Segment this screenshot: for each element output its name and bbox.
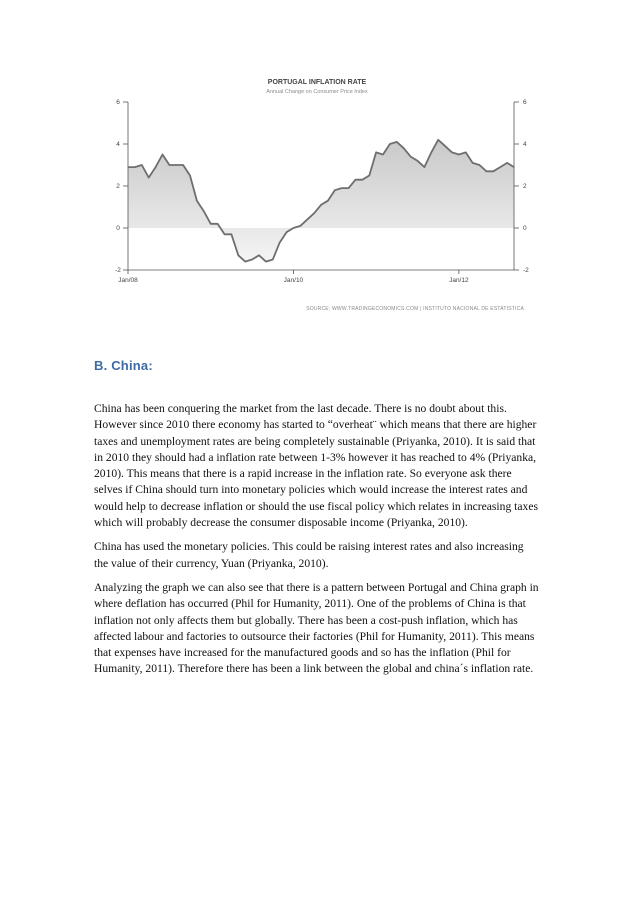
data-point	[500, 167, 501, 168]
data-point	[438, 139, 439, 140]
data-point	[445, 146, 446, 147]
y-tick-label-left: 0	[116, 225, 120, 232]
data-point	[403, 148, 404, 149]
data-point	[203, 211, 204, 212]
data-point	[479, 164, 480, 165]
chart-subtitle: Annual Change on Consumer Price Index	[266, 89, 368, 95]
data-point	[169, 164, 170, 165]
data-point	[300, 225, 301, 226]
chart-title: PORTUGAL INFLATION RATE	[267, 79, 367, 86]
y-tick-label-right: 4	[523, 141, 527, 148]
data-point	[451, 152, 452, 153]
y-tick-label-left: 2	[116, 183, 120, 190]
x-tick-label: Jan/08	[118, 277, 138, 284]
data-point	[396, 141, 397, 142]
paragraph-2: China has used the monetary policies. This could be raising interest rates and also increasing the value of their currency, Yuan (Priyanka, 2010).	[94, 540, 524, 570]
chart-area-fill	[128, 140, 514, 262]
data-point	[355, 179, 356, 180]
data-point	[189, 175, 190, 176]
data-point	[431, 152, 432, 153]
inflation-chart	[92, 72, 542, 317]
data-point	[252, 259, 253, 260]
data-point	[424, 167, 425, 168]
data-point	[141, 164, 142, 165]
data-point	[210, 223, 211, 224]
y-tick-label-left: 6	[116, 99, 120, 106]
data-point	[417, 160, 418, 161]
y-tick-label-left: -2	[115, 267, 121, 274]
data-point	[513, 167, 514, 168]
data-point	[382, 154, 383, 155]
data-point	[162, 154, 163, 155]
paragraph-1: China has been conquering the market from the last decade. There is no doubt about this. However since 2010 there economy has started to “overheat¨ which means that there are higher taxes and unemployment rates are being completely sustainable (Priyanka, 2010). It is said that in 2010 they should had a inflation rate between 1-3% however it has reached to 4% (Priyanka, 2010). This means that there is a rapid increase in the inflation rate. So everyone ask there selves if China should turn into monetary policies which would increase the interest rates and would help to decrease inflation or should the use fiscal policy which relates in increasing taxes which will probably decrease the consumer disposable income (Priyanka, 2010).	[94, 402, 538, 530]
x-tick-label: Jan/12	[449, 277, 469, 284]
data-point	[258, 255, 259, 256]
y-tick-label-right: 0	[523, 225, 527, 232]
data-point	[196, 200, 197, 201]
y-tick-label-left: 4	[116, 141, 120, 148]
data-point	[458, 154, 459, 155]
data-point	[183, 164, 184, 165]
data-point	[238, 255, 239, 256]
data-point	[334, 190, 335, 191]
data-point	[320, 204, 321, 205]
data-point	[472, 162, 473, 163]
data-point	[134, 167, 135, 168]
data-point	[314, 213, 315, 214]
data-point	[327, 200, 328, 201]
data-point	[348, 188, 349, 189]
data-point	[389, 143, 390, 144]
y-tick-label-right: -2	[523, 267, 529, 274]
y-tick-label-right: 2	[523, 183, 527, 190]
data-point	[507, 162, 508, 163]
data-point	[127, 167, 128, 168]
section-heading: B. China:	[94, 358, 153, 373]
data-point	[217, 223, 218, 224]
data-point	[224, 234, 225, 235]
y-tick-label-right: 6	[523, 99, 527, 106]
data-point	[176, 164, 177, 165]
chart-source: SOURCE: WWW.TRADINGECONOMICS.COM | INSTITUTO NACIONAL DE ESTATISTICA	[306, 306, 524, 312]
data-point	[155, 167, 156, 168]
data-point	[272, 259, 273, 260]
data-point	[341, 188, 342, 189]
data-point	[293, 227, 294, 228]
data-point	[307, 219, 308, 220]
body-text	[94, 401, 540, 686]
data-point	[362, 179, 363, 180]
data-point	[245, 261, 246, 262]
x-tick-label: Jan/10	[283, 277, 304, 284]
data-point	[369, 175, 370, 176]
data-point	[279, 242, 280, 243]
data-point	[410, 156, 411, 157]
data-point	[376, 152, 377, 153]
data-point	[486, 171, 487, 172]
data-point	[465, 152, 466, 153]
data-point	[231, 234, 232, 235]
data-point	[148, 177, 149, 178]
data-point	[493, 171, 494, 172]
inflation-chart-svg	[92, 72, 542, 317]
data-point	[286, 232, 287, 233]
paragraph-3: Analyzing the graph we can also see that there is a pattern between Portugal and China graph in where deflation has occurred (Phil for Humanity, 2011). One of the problems of China is that inflation not only affects them but globally. There has been a cost-push inflation, which has affected labour and factories to outsource their factories (Phil for Humanity, 2011). This means that expenses have increased for the manufactured goods and so has the inflation (Phil for Humanity, 2011). Therefore there has been a link between the global and china´s inflation rate.	[94, 580, 539, 676]
data-point	[265, 261, 266, 262]
